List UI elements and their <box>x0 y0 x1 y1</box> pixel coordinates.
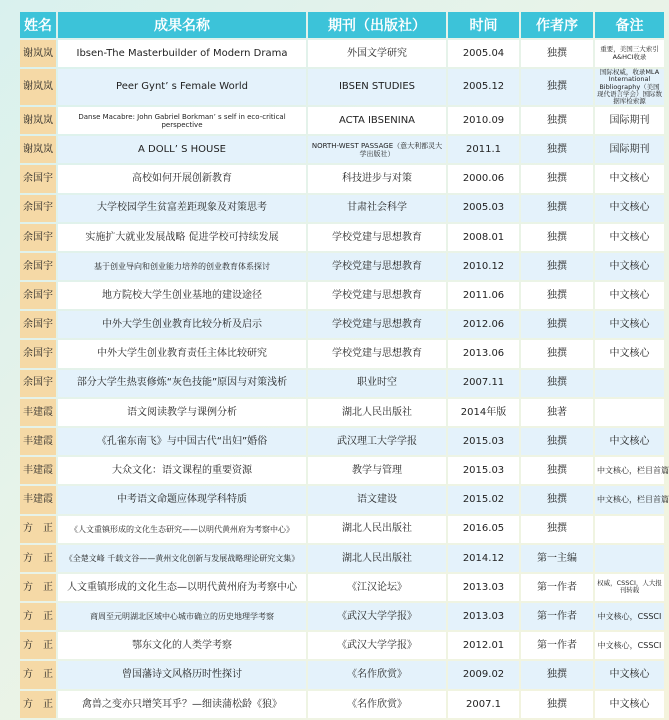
row-time: 2008.01 <box>448 224 519 251</box>
results-table <box>18 10 669 720</box>
table-row <box>20 516 664 543</box>
row-author: 方 正 <box>20 603 56 630</box>
row-note: 重要，美国三大索引A&HCI收录 <box>595 40 664 67</box>
row-journal: 外国文学研究 <box>308 40 446 67</box>
row-title: 中考语文命题应体现学科特质 <box>58 486 306 513</box>
row-journal: 《武汉大学学报》 <box>308 632 446 659</box>
table-row <box>20 661 664 688</box>
row-note: 国际期刊 <box>595 107 664 134</box>
row-author: 方 正 <box>20 632 56 659</box>
row-journal: 《武汉大学学报》 <box>308 603 446 630</box>
row-author-order: 独撰 <box>521 40 593 67</box>
row-note: 国际权威，收录MLA International Bibliography（美国现代语言学会）国际数据库检索源 <box>597 68 662 105</box>
row-author: 余国宇 <box>20 253 56 280</box>
row-author: 谢岚岚 <box>20 40 56 67</box>
row-author: 余国宇 <box>20 165 56 192</box>
row-author-order: 独撰 <box>521 661 593 688</box>
row-author-order: 独撰 <box>521 195 593 222</box>
table-row <box>20 691 664 718</box>
row-author-order: 独撰 <box>521 691 593 718</box>
row-title: 地方院校大学生创业基地的建设途径 <box>58 282 306 309</box>
row-title: 《全楚文峰 千载文谷——黄州文化创新与发展战略理论研究文集》 <box>58 545 306 572</box>
row-title: 语文阅读教学与课例分析 <box>58 399 306 426</box>
table-row <box>20 574 664 601</box>
row-author: 方 正 <box>20 574 56 601</box>
row-title: 《人文重镇形成的文化生态研究——以明代黄州府为考察中心》 <box>58 516 306 543</box>
row-time: 2013.03 <box>448 574 519 601</box>
row-author: 丰建霞 <box>20 428 56 455</box>
row-author-order: 独撰 <box>521 311 593 338</box>
row-note <box>595 370 664 397</box>
row-journal: 武汉理工大学学报 <box>308 428 446 455</box>
row-journal: 湖北人民出版社 <box>308 545 446 572</box>
row-note: 中文核心 <box>595 195 664 222</box>
row-journal: 职业时空 <box>308 370 446 397</box>
row-author: 余国宇 <box>20 311 56 338</box>
row-title: 《孔雀东南飞》与中国古代“出妇”婚俗 <box>58 428 306 455</box>
table-row <box>20 195 664 222</box>
row-journal: 湖北人民出版社 <box>308 516 446 543</box>
row-note: 中文核心，CSSCI <box>595 632 664 659</box>
header-name: 姓名 <box>20 12 56 38</box>
row-journal: 《名作欣赏》 <box>308 661 446 688</box>
row-time: 2000.06 <box>448 165 519 192</box>
row-time: 2015.03 <box>448 428 519 455</box>
table-row <box>20 253 664 280</box>
row-author: 余国宇 <box>20 370 56 397</box>
row-title: A DOLL’ S HOUSE <box>58 136 306 163</box>
row-journal: 湖北人民出版社 <box>308 399 446 426</box>
row-author-order: 独撰 <box>521 282 593 309</box>
row-author-order: 第一作者 <box>521 574 593 601</box>
row-author-order: 独撰 <box>521 107 593 134</box>
row-title: 中外大学生创业教育比较分析及启示 <box>58 311 306 338</box>
row-time: 2007.11 <box>448 370 519 397</box>
row-note: 中文核心 <box>595 428 664 455</box>
table-row <box>20 370 664 397</box>
row-title: 高校如何开展创新教育 <box>58 165 306 192</box>
row-note: 中文核心 <box>595 691 664 718</box>
row-title: 大众文化：语文课程的重要资源 <box>58 457 306 484</box>
row-author-order: 独撰 <box>521 486 593 513</box>
row-title: 实施扩大就业发展战略 促进学校可持续发展 <box>58 224 306 251</box>
row-title: 部分大学生热衷修炼“灰色技能”原因与对策浅析 <box>58 370 306 397</box>
header-journal: 期刊（出版社） <box>308 12 446 38</box>
header-row <box>20 12 664 38</box>
row-journal: 学校党建与思想教育 <box>308 282 446 309</box>
row-journal: 教学与管理 <box>308 457 446 484</box>
row-time: 2015.02 <box>448 486 519 513</box>
row-title: 中外大学生创业教育责任主体比较研究 <box>58 340 306 367</box>
table-row <box>20 545 664 572</box>
row-author-order: 第一作者 <box>521 632 593 659</box>
table-row <box>20 107 664 134</box>
header-title: 成果名称 <box>58 12 306 38</box>
row-author-order: 独撰 <box>521 428 593 455</box>
row-note <box>595 545 664 572</box>
table-row <box>20 136 664 163</box>
table-row <box>20 457 664 484</box>
row-time: 2014.12 <box>448 545 519 572</box>
table-row <box>20 428 664 455</box>
row-time: 2011.06 <box>448 282 519 309</box>
row-title: 禽兽之变亦只增笑耳乎？—细读蒲松龄《狼》 <box>58 691 306 718</box>
table-row <box>20 399 664 426</box>
row-title: Danse Macabre: John Gabriel Borkman’ s self in eco-critical perspective <box>58 107 306 134</box>
row-author-order: 独撰 <box>521 165 593 192</box>
row-author: 余国宇 <box>20 340 56 367</box>
header-time: 时间 <box>448 12 519 38</box>
row-note <box>595 399 664 426</box>
row-author: 谢岚岚 <box>20 69 56 105</box>
row-time: 2010.09 <box>448 107 519 134</box>
row-author-order: 第一主编 <box>521 545 593 572</box>
row-time: 2014年版 <box>448 399 519 426</box>
row-time: 2007.1 <box>448 691 519 718</box>
row-note: 中文核心 <box>595 165 664 192</box>
row-title: 人文重镇形成的文化生态—以明代黄州府为考察中心 <box>58 574 306 601</box>
row-author-order: 第一作者 <box>521 603 593 630</box>
row-author: 余国宇 <box>20 282 56 309</box>
row-time: 2011.1 <box>448 136 519 163</box>
row-author-order: 独撰 <box>521 136 593 163</box>
row-time: 2005.04 <box>448 40 519 67</box>
row-time: 2013.06 <box>448 340 519 367</box>
row-title: Peer Gynt’ s Female World <box>58 69 306 105</box>
row-note: 中文核心 <box>595 224 664 251</box>
row-journal: 学校党建与思想教育 <box>308 253 446 280</box>
row-title: Ibsen-The Masterbuilder of Modern Drama <box>58 40 306 67</box>
row-author: 丰建霞 <box>20 457 56 484</box>
row-note: 权威，CSSCI，人大报刊转载 <box>595 574 664 601</box>
row-note: 中文核心，栏目首篇 <box>595 486 664 513</box>
row-journal: 学校党建与思想教育 <box>308 340 446 367</box>
row-note <box>595 516 664 543</box>
row-note: 中文核心，栏目首篇 <box>595 457 664 484</box>
row-author-order: 独撰 <box>521 516 593 543</box>
row-journal: 学校党建与思想教育 <box>308 311 446 338</box>
table-row <box>20 282 664 309</box>
row-author: 方 正 <box>20 661 56 688</box>
row-journal: 学校党建与思想教育 <box>308 224 446 251</box>
row-author: 方 正 <box>20 545 56 572</box>
row-author: 丰建霞 <box>20 486 56 513</box>
row-author-order: 独撰 <box>521 340 593 367</box>
row-title: 曾国藩诗文风格历时性探讨 <box>58 661 306 688</box>
row-author: 丰建霞 <box>20 399 56 426</box>
row-note: 中文核心 <box>595 661 664 688</box>
row-journal: 《名作欣赏》 <box>308 691 446 718</box>
row-journal: 甘肃社会科学 <box>308 195 446 222</box>
header-note: 备注 <box>595 12 664 38</box>
row-time: 2013.03 <box>448 603 519 630</box>
row-note: 中文核心，CSSCI <box>595 603 664 630</box>
row-note: 中文核心 <box>595 311 664 338</box>
table-row <box>20 486 664 513</box>
row-journal: ACTA IBSENINA <box>308 107 446 134</box>
table-row <box>20 165 664 192</box>
row-note: 中文核心 <box>595 340 664 367</box>
row-title: 鄂东文化的人类学考察 <box>58 632 306 659</box>
row-time: 2005.03 <box>448 195 519 222</box>
row-time: 2012.01 <box>448 632 519 659</box>
row-time: 2015.03 <box>448 457 519 484</box>
row-journal: 《江汉论坛》 <box>308 574 446 601</box>
row-journal: NORTH-WEST PASSAGE（意大利都灵大学出版社） <box>308 136 446 163</box>
table-row <box>20 340 664 367</box>
row-note: 中文核心 <box>595 253 664 280</box>
table-row <box>20 311 664 338</box>
row-author-order: 独撰 <box>521 457 593 484</box>
table-row <box>20 632 664 659</box>
row-journal: 科技进步与对策 <box>308 165 446 192</box>
table-row <box>20 40 664 67</box>
table-row <box>20 224 664 251</box>
row-author-order: 独撰 <box>521 253 593 280</box>
row-time: 2010.12 <box>448 253 519 280</box>
table-row <box>20 603 664 630</box>
row-title: 基于创业导向和创业能力培养的创业教育体系探讨 <box>58 253 306 280</box>
row-author: 方 正 <box>20 691 56 718</box>
row-journal: IBSEN STUDIES <box>308 69 446 105</box>
row-author: 余国宇 <box>20 224 56 251</box>
row-title: 商周至元明湖北区域中心城市确立的历史地理学考察 <box>58 603 306 630</box>
row-author: 谢岚岚 <box>20 107 56 134</box>
row-time: 2012.06 <box>448 311 519 338</box>
row-author-order: 独撰 <box>521 69 593 105</box>
row-note: 国际期刊 <box>595 136 664 163</box>
row-journal: 语文建设 <box>308 486 446 513</box>
row-author-order: 独著 <box>521 399 593 426</box>
header-author-order: 作者序 <box>521 12 593 38</box>
row-author: 谢岚岚 <box>20 136 56 163</box>
row-author: 余国宇 <box>20 195 56 222</box>
row-author: 方 正 <box>20 516 56 543</box>
row-time: 2016.05 <box>448 516 519 543</box>
table-row <box>20 69 664 105</box>
row-time: 2009.02 <box>448 661 519 688</box>
row-author-order: 独撰 <box>521 370 593 397</box>
row-note: 中文核心 <box>595 282 664 309</box>
row-time: 2005.12 <box>448 69 519 105</box>
row-author-order: 独撰 <box>521 224 593 251</box>
row-title: 大学校园学生贫富差距现象及对策思考 <box>58 195 306 222</box>
